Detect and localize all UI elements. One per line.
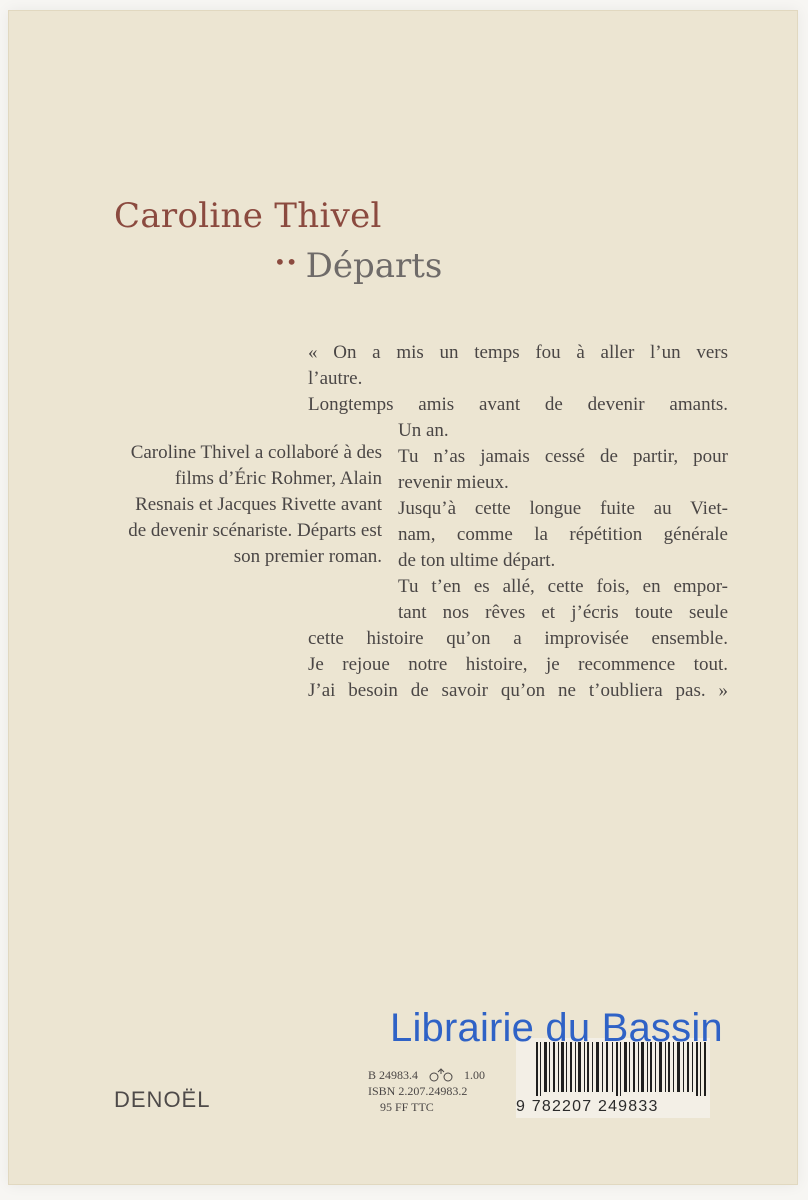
author-bio: Caroline Thivel a collaboré à des films d’Éric Rohmer, Alain Resnais et Jacques Rivette avant de devenir scénariste. Départs est son premier roman. bbox=[128, 442, 382, 567]
meta-isbn: ISBN 2.207.24983.2 bbox=[368, 1084, 468, 1098]
quote-line-5: Tu n’as jamais cessé de partir, pour bbox=[398, 446, 728, 467]
quote-line-7: Jusqu’à cette longue fuite au Viet- bbox=[398, 498, 728, 519]
quote-line-12: cette histoire qu’on a improvisée ensemble. bbox=[308, 628, 728, 649]
watermark-text: Librairie du Bassin bbox=[390, 1006, 723, 1050]
meta-price: 95 FF TTC bbox=[380, 1100, 434, 1114]
quote-line-13: Je rejoue notre histoire, je recommence tout. bbox=[308, 654, 728, 675]
quote-line-6: revenir mieux. bbox=[398, 472, 509, 493]
meta-code: B 24983.4 bbox=[368, 1068, 419, 1082]
barcode-digits: 9 782207 249833 bbox=[516, 1098, 659, 1115]
book-meta bbox=[368, 1067, 485, 1115]
book-title-text: Départs bbox=[305, 246, 443, 286]
author-name: Caroline Thivel bbox=[114, 196, 382, 236]
quote-line-3: Longtemps amis avant de devenir amants. bbox=[308, 394, 728, 415]
quote-line-2: l’autre. bbox=[308, 368, 363, 389]
book-title bbox=[274, 246, 442, 286]
recycle-icon bbox=[425, 1068, 457, 1082]
quote-line-14: J’ai besoin de savoir qu’on ne t’oubliera pas. » bbox=[308, 680, 728, 701]
quote-line-1: « On a mis un temps fou à aller l’un vers bbox=[308, 342, 728, 363]
quote-line-9: de ton ultime départ. bbox=[398, 550, 556, 571]
publisher-logo: DENOËL bbox=[114, 1087, 211, 1112]
book-back-cover bbox=[8, 10, 798, 1185]
quote-line-11: tant nos rêves et j’écris toute seule bbox=[398, 602, 728, 623]
quote-line-4: Un an. bbox=[398, 420, 449, 441]
meta-row-code bbox=[368, 1067, 485, 1083]
quote-line-10: Tu t’en es allé, cette fois, en empor- bbox=[398, 576, 728, 597]
meta-version: 1.00 bbox=[464, 1068, 486, 1082]
title-separator: •• bbox=[274, 250, 298, 274]
quote-text bbox=[308, 340, 728, 704]
quote-line-8: nam, comme la répétition générale bbox=[398, 524, 728, 545]
